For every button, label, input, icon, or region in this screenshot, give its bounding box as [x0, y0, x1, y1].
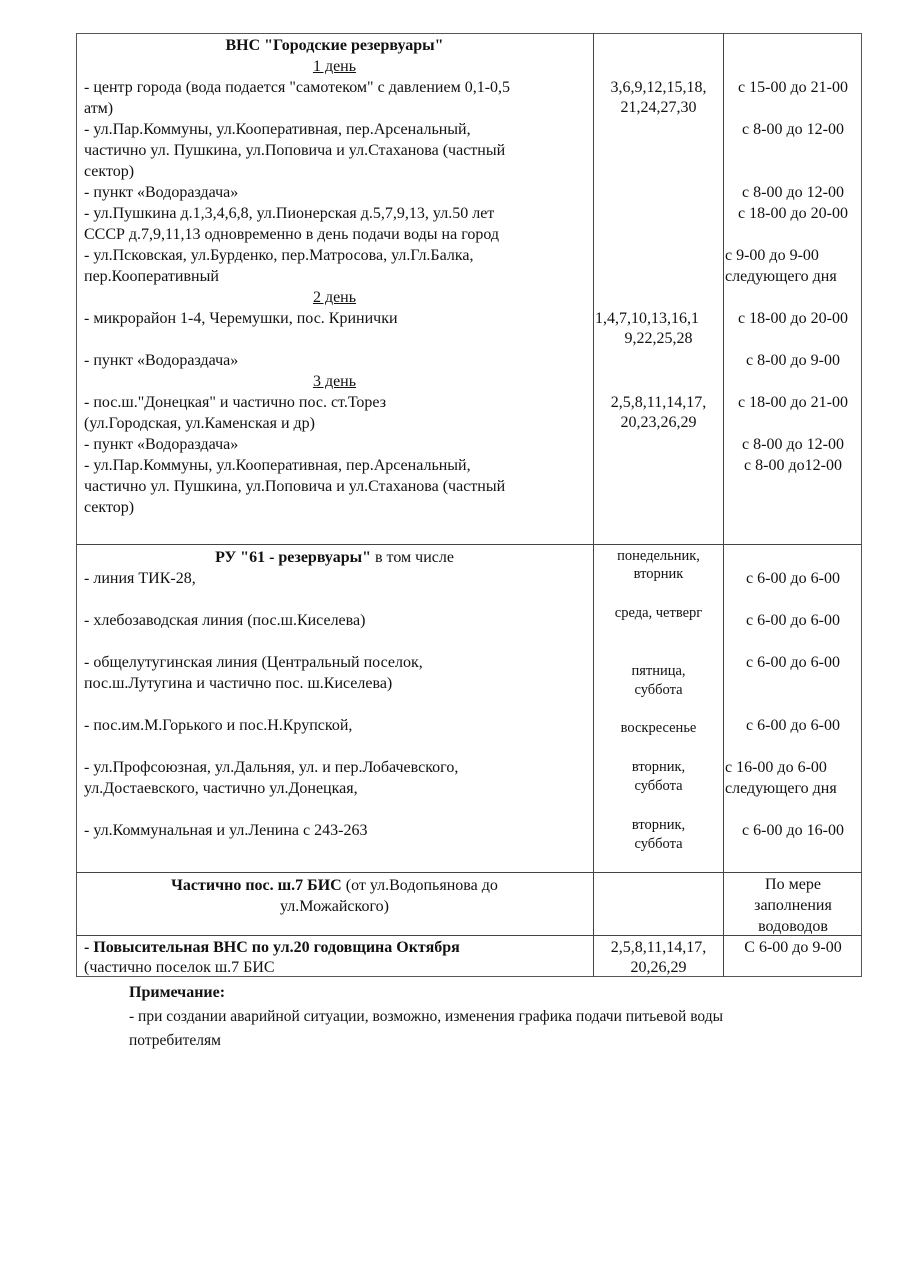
section-title-line2: ул.Можайского)	[280, 898, 389, 915]
time-cell: с 6-00 до 6-00	[746, 612, 840, 629]
time-cell: заполнения	[754, 897, 832, 914]
time-cell: с 16-00 до 6-00	[725, 759, 827, 776]
area-line: - пос.ш."Донецкая" и частично пос. ст.Торез	[84, 394, 387, 411]
dates-cell: 2,5,8,11,14,17,	[610, 939, 707, 956]
section-title: - Повысительная ВНС по ул.20 годовщина Октября	[84, 939, 460, 956]
area-line: - пос.им.М.Горького и пос.Н.Крупской,	[84, 717, 353, 734]
area-line: СССР д.7,9,11,13 одновременно в день подачи воды на город	[84, 226, 500, 243]
days-cell: воскресенье	[620, 720, 697, 736]
area-line: сектор)	[84, 163, 135, 180]
section-title-rest: (от ул.Водопьянова до	[341, 877, 498, 894]
row-divider	[76, 544, 862, 545]
area-line: - микрорайон 1-4, Черемушки, пос. Кринички	[84, 310, 398, 327]
section-title	[76, 547, 593, 568]
section-title	[76, 875, 593, 896]
days-cell: понедельник,	[617, 548, 700, 564]
dates-cell: 9,22,25,28	[624, 330, 693, 347]
time-cell: водоводов	[758, 918, 828, 935]
days-cell: вторник,	[631, 759, 686, 775]
dates-cell: 20,26,29	[630, 959, 687, 976]
day-label: 2 день	[312, 289, 357, 306]
dates-cell: 2,5,8,11,14,17,	[610, 394, 707, 411]
day-label: 1 день	[312, 58, 357, 75]
area-line: пос.ш.Лутугина и частично пос. ш.Киселева)	[84, 675, 393, 692]
area-line: - линия ТИК-28,	[84, 570, 196, 587]
area-line: (частично поселок ш.7 БИС	[84, 959, 275, 976]
time-cell: с 8-00 до 12-00	[742, 184, 844, 201]
area-line: (ул.Городская, ул.Каменская и др)	[84, 415, 315, 432]
days-cell: вторник	[633, 566, 684, 582]
time-cell: с 8-00 до 12-00	[742, 121, 844, 138]
area-line: - центр города (вода подается "самотеком" с давлением 0,1-0,5	[84, 79, 511, 96]
area-line: - хлебозаводская линия (пос.ш.Киселева)	[84, 612, 366, 629]
section-title-bold: Частично пос. ш.7 БИС	[171, 877, 342, 894]
area-line: атм)	[84, 100, 114, 117]
area-line: - пункт «Водораздача»	[84, 184, 239, 201]
area-line: - общелутугинская линия (Центральный поселок,	[84, 654, 423, 671]
area-line: - пункт «Водораздача»	[84, 352, 239, 369]
time-cell: с 6-00 до 6-00	[746, 654, 840, 671]
area-line: ул.Достаевского, частично ул.Донецкая,	[84, 780, 358, 797]
time-cell: следующего дня	[725, 268, 837, 285]
area-line: - ул.Псковская, ул.Бурденко, пер.Матросова, ул.Гл.Балка,	[84, 247, 474, 264]
row-divider	[76, 872, 862, 873]
days-cell: суббота	[634, 778, 683, 794]
area-line: сектор)	[84, 499, 135, 516]
days-cell: пятница,	[631, 663, 686, 679]
time-cell: с 18-00 до 20-00	[738, 310, 848, 327]
time-cell: с 8-00 до12-00	[744, 457, 842, 474]
area-line: - пункт «Водораздача»	[84, 436, 239, 453]
time-cell: с 8-00 до 9-00	[746, 352, 840, 369]
time-cell: с 18-00 до 21-00	[738, 394, 848, 411]
section-title-rest: в том числе	[370, 549, 454, 566]
area-line: частично ул. Пушкина, ул.Поповича и ул.Стаханова (частный	[84, 478, 506, 495]
dates-cell: 3,6,9,12,15,18,	[610, 79, 707, 96]
time-cell: С 6-00 до 9-00	[744, 939, 842, 956]
area-line: - ул.Пар.Коммуны, ул.Кооперативная, пер.Арсенальный,	[84, 457, 471, 474]
days-cell: среда, четверг	[614, 605, 703, 621]
dates-cell: 1,4,7,10,13,16,1	[595, 310, 699, 327]
time-cell: с 6-00 до 16-00	[742, 822, 844, 839]
dates-cell: 21,24,27,30	[620, 99, 697, 116]
time-cell: с 15-00 до 21-00	[738, 79, 848, 96]
time-cell: По мере	[765, 876, 821, 893]
section-title: ВНС "Городские резервуары"	[225, 37, 444, 54]
time-cell: следующего дня	[725, 780, 837, 797]
days-cell: суббота	[634, 682, 683, 698]
time-cell: с 9-00 до 9-00	[725, 247, 819, 264]
time-cell: с 6-00 до 6-00	[746, 717, 840, 734]
time-cell: с 6-00 до 6-00	[746, 570, 840, 587]
area-line: - ул.Пушкина д.1,3,4,6,8, ул.Пионерская д.5,7,9,13, ул.50 лет	[84, 205, 495, 222]
area-line: частично ул. Пушкина, ул.Поповича и ул.Стаханова (частный	[84, 142, 506, 159]
days-cell: суббота	[634, 836, 683, 852]
area-line: пер.Кооперативный	[84, 268, 219, 285]
days-cell: вторник,	[631, 817, 686, 833]
note-heading: Примечание:	[129, 984, 226, 1001]
area-line: - ул.Профсоюзная, ул.Дальняя, ул. и пер.Лобачевского,	[84, 759, 459, 776]
note-text: - при создании аварийной ситуации, возможно, изменения графика подачи питьевой воды	[129, 1008, 724, 1025]
dates-cell: 20,23,26,29	[620, 414, 697, 431]
note-text: потребителям	[129, 1032, 221, 1049]
area-line: - ул.Пар.Коммуны, ул.Кооперативная, пер.Арсенальный,	[84, 121, 471, 138]
section-title-bold: РУ "61 - резервуары"	[215, 549, 371, 566]
day-label: 3 день	[312, 373, 357, 390]
time-cell: с 18-00 до 20-00	[738, 205, 848, 222]
area-line: - ул.Коммунальная и ул.Ленина с 243-263	[84, 822, 368, 839]
time-cell: с 8-00 до 12-00	[742, 436, 844, 453]
